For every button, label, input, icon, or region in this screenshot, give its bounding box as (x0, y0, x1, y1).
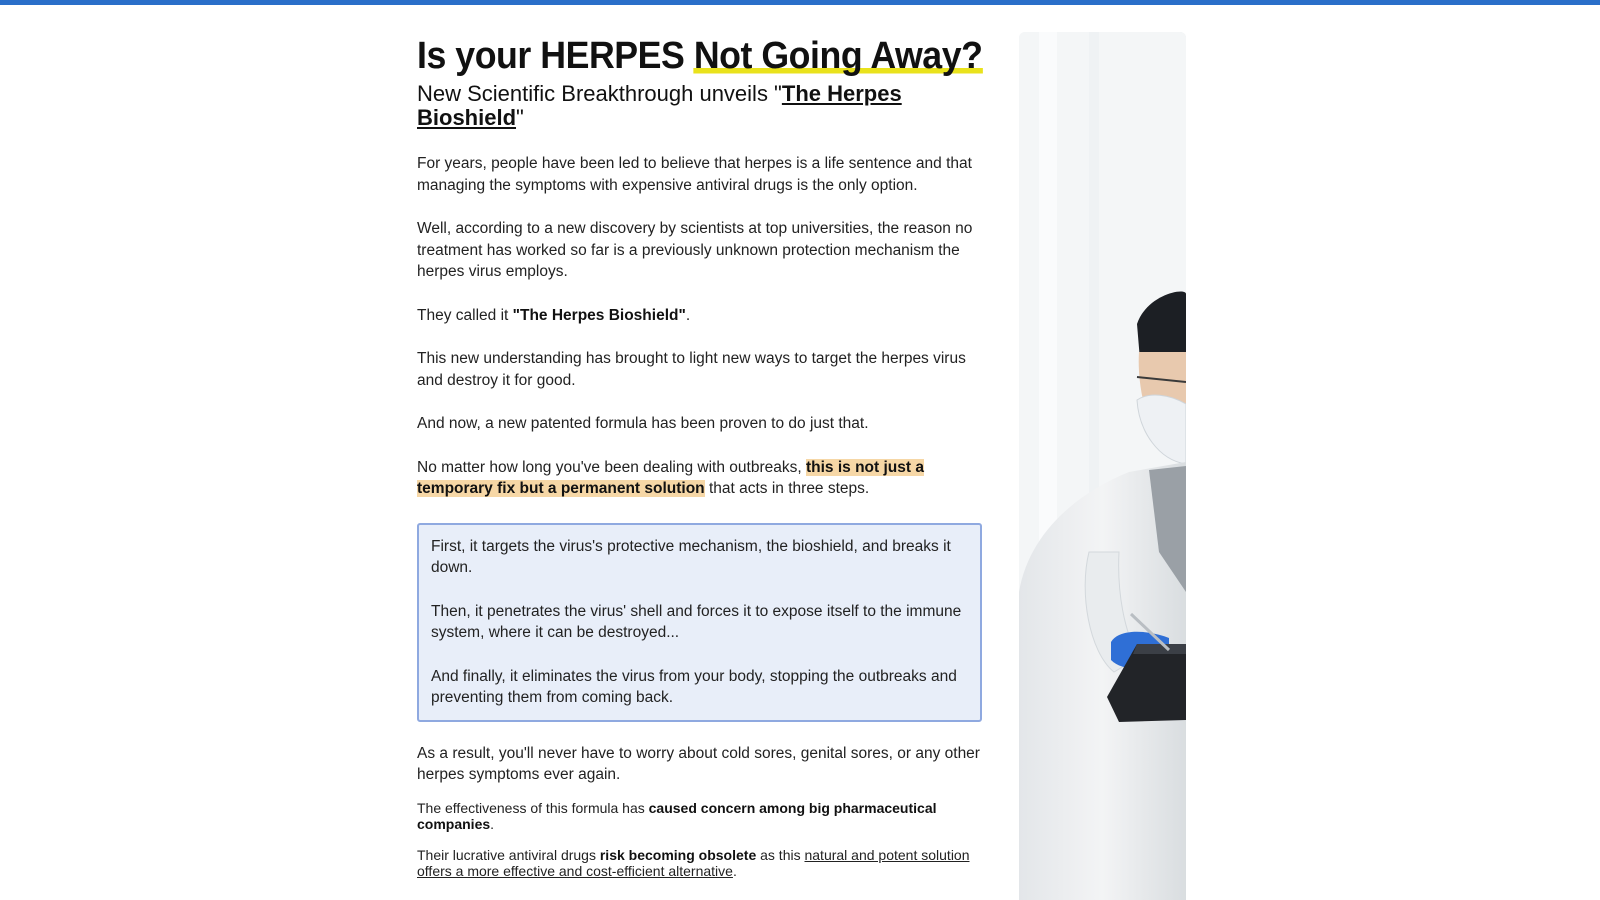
paragraph-new-understanding: This new understanding has brought to light new ways to target the herpes virus and destroy it for good. (417, 350, 966, 389)
paragraph-discovery: Well, according to a new discovery by scientists at top universities, the reason no treatment has worked so far is a previously unknown protection mechanism the herpes virus employs. (417, 220, 973, 280)
drugs-mid: as this (756, 846, 805, 863)
bioshield-name-bold: "The Herpes Bioshield" (512, 306, 686, 324)
top-accent-bar (0, 0, 1600, 5)
paragraph-result: As a result, you'll never have to worry about cold sores, genital sores, or any other herpes symptoms ever again. (417, 744, 980, 783)
paragraph-patented-formula: And now, a new patented formula has been proven to do just that. (417, 415, 869, 432)
page-subheadline (417, 82, 937, 130)
drugs-prefix: Their lucrative antiviral drugs (417, 846, 600, 863)
permanent-solution-suffix: that acts in three steps. (704, 480, 870, 497)
paragraph-drugs-obsolete (417, 847, 982, 879)
step-two: Then, it penetrates the virus' shell and forces it to expose itself to the immune system, where it can be destroyed... (431, 602, 962, 641)
scientist-photo (1019, 32, 1186, 900)
scientist-illustration (1019, 32, 1186, 900)
headline-part-1: Is your HERPES (417, 35, 694, 77)
bioshield-name-prefix: They called it (417, 306, 513, 324)
drugs-suffix: . (732, 862, 737, 879)
subheadline-prefix: New Scientific Breakthrough unveils " (417, 81, 782, 106)
pharma-concern-suffix: . (490, 815, 495, 832)
step-one: First, it targets the virus's protective mechanism, the bioshield, and breaks it down. (431, 537, 951, 576)
pharma-concern-bold: caused concern among big pharmaceutical companies (417, 799, 937, 832)
paragraph-bioshield-name (417, 305, 982, 327)
permanent-solution-prefix: No matter how long you've been dealing with outbreaks, (417, 458, 806, 476)
paragraph-pharma-concern (417, 800, 982, 832)
headline-highlighted: Not Going Away? (693, 35, 983, 77)
paragraph-permanent-solution (417, 457, 982, 500)
three-steps-box (417, 523, 982, 722)
drugs-underline: natural and potent solution offers a more effective and cost-efficient alternative (417, 846, 970, 879)
subheadline-suffix: " (516, 105, 524, 130)
bioshield-name-suffix: . (685, 306, 691, 324)
drugs-bold: risk becoming obsolete (599, 846, 757, 863)
page-headline (417, 34, 983, 78)
step-three: And finally, it eliminates the virus from your body, stopping the outbreaks and preventing them from coming back. (431, 667, 957, 706)
article-content (417, 34, 982, 893)
permanent-solution-highlight: this is not just a temporary fix but a permanent solution (417, 458, 924, 497)
herpes-bioshield-link[interactable]: The Herpes Bioshield (417, 81, 902, 130)
pharma-concern-prefix: The effectiveness of this formula has (417, 799, 649, 816)
paragraph-life-sentence: For years, people have been led to believe that herpes is a life sentence and that managing the symptoms with expensive antiviral drugs is the only option. (417, 155, 972, 194)
